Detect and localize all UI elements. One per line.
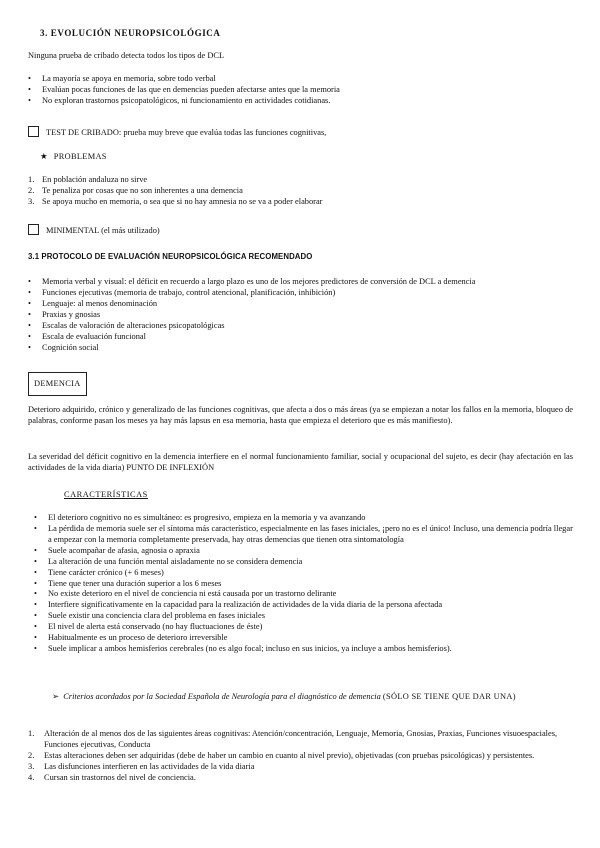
bullet-icon [28,299,40,310]
list-item: • Suele existir una conciencia clara del problema en fases iniciales [34,611,573,622]
bullet-icon [34,579,46,590]
list-item: • Habitualmente es un proceso de deterioro irreversible [34,633,573,644]
list-item: • Praxias y gnosias [28,310,573,321]
arrow-icon: ➢ [52,692,60,701]
demencia-paragraph-2: La severidad del déficit cognitivo en la demencia interfiere en el normal funcionamiento familiar, social y ocupacional del sujeto, es decir (hay afectación en las actividades de la vida diaria) PUNTO DE INFLEXIÓN [28,452,573,472]
problemas-heading [40,152,107,163]
list-item: • No exploran trastornos psicopatológicos, ni funcionamiento en actividades cotidianas. [28,96,573,107]
section-3-intro: Ninguna prueba de cribado detecta todos los tipos de DCL [28,51,225,60]
list-item: • Cognición social [28,343,573,354]
list-item: • Evalúan pocas funciones de las que en demencias pueden afectarse antes que la memoria [28,85,573,96]
bullet-icon [34,524,46,535]
bullet-icon [28,74,40,85]
checkbox-icon [28,224,39,235]
list-item: 2. Estas alteraciones deben ser adquiridas (debe de haber un cambio en cuanto al nivel previo), objetivadas (con pruebas psicológicas) y persistentes. [28,750,535,760]
list-item: • No existe deterioro en el nivel de conciencia ni está causada por un trastorno delirante [34,589,573,600]
bullet-icon [28,343,40,354]
list-item: 1. En población andaluza no sirve [28,175,148,184]
list-item: • El nivel de alerta está conservado (no hay fluctuaciones de éste) [34,622,573,633]
bullet-icon [28,332,40,343]
minimental-item [28,224,160,237]
section-31-bullets [28,277,573,353]
bullet-icon [34,633,46,644]
list-item: 2. Te penaliza por cosas que no son inherentes a una demencia [28,185,243,195]
bullet-icon [34,557,46,568]
list-item: • Funciones ejecutivas (memoria de trabajo, control atencional, planificación, inhibición) [28,288,573,299]
list-item: • El deterioro cognitivo no es simultáneo: es progresivo, empieza en la memoria y va avanzando [34,513,573,524]
test-cribado-label: TEST DE CRIBADO: prueba muy breve que evalúa todas las funciones cognitivas, [46,128,327,137]
caracteristicas-title: CARACTERÍSTICAS [64,490,148,499]
demencia-box: DEMENCIA [28,372,87,396]
list-item: • Escala de evaluación funcional [28,332,573,343]
caracteristicas-list [34,513,573,655]
criterios-list [28,729,573,784]
bullet-icon [34,611,46,622]
bullet-icon [34,600,46,611]
list-item: • Tiene que tener una duración superior a los 6 meses [34,579,573,590]
list-item: • La mayoría se apoya en memoria, sobre todo verbal [28,74,573,85]
star-icon: ★ [40,152,48,161]
list-item: 4. Cursan sin trastornos del nivel de conciencia. [28,772,196,782]
bullet-icon [28,288,40,299]
section-3-title: 3. EVOLUCIÓN NEUROPSICOLÓGICA [40,28,221,38]
list-item: • Suele acompañar de afasia, agnosia o apraxia [34,546,573,557]
minimental-label: MINIMENTAL (el más utilizado) [46,226,160,235]
bullet-icon [34,546,46,557]
bullet-icon [28,96,40,107]
list-item: • Memoria verbal y visual: el déficit en recuerdo a largo plazo es uno de los mejores predictores de conversión de DCL a demencia [28,277,573,288]
list-item: • La pérdida de memoria suele ser el síntoma más característico, especialmente en las fases iniciales, ¡pero no es el único! Incluso, una demencia podría llegar a empezar con la memoria completamente preservada, hay otras demencias que tienen otra sintomatología [34,524,573,546]
list-item: • Lenguaje: al menos denominación [28,299,573,310]
section-31-title: 3.1 PROTOCOLO DE EVALUACIÓN NEUROPSICOLÓGICA RECOMENDADO [28,252,313,261]
bullet-icon [28,277,40,288]
section-3-bullets [28,74,573,107]
list-item: 3. Se apoya mucho en memoria, o sea que si no hay amnesia no se va a poder elaborar [28,196,323,206]
demencia-paragraph-1: Deterioro adquirido, crónico y generalizado de las funciones cognitivas, que afecta a dos o más áreas (ya se empiezan a notar los fallos en la memoria, bloqueo de palabras, conforme pasan los meses ya hay más lapsus en esa memoria, hasta que empieza el deterioro que es más manifiesto). [28,405,573,425]
list-item: • Escalas de valoración de alteraciones psicopatológicas [28,321,573,332]
problemas-title: PROBLEMAS [53,152,107,161]
checkbox-icon [28,126,39,137]
problemas-list [28,175,573,208]
bullet-icon [34,644,46,655]
bullet-icon [28,85,40,96]
bullet-icon [28,321,40,332]
bullet-icon [34,622,46,633]
list-item: 3. Las disfunciones interfieren en las actividades de la vida diaria [28,761,255,771]
bullet-icon [34,513,46,524]
bullet-icon [34,589,46,600]
list-item: • Tiene carácter crónico (+ 6 meses) [34,568,573,579]
bullet-icon [34,568,46,579]
criterios-heading [52,692,572,703]
list-item: 1. Alteración de al menos dos de las siguientes áreas cognitivas: Atención/concentración, Lenguaje, Memoria, Gnosias, Praxias, Funciones visuoespaciales, Funciones ejecutivas, Conducta [28,729,558,749]
criterios-italic: Criterios acordados por la Sociedad Española de Neurología para el diagnóstico de demencia [63,692,381,701]
criterios-upper: (SÓLO SE TIENE QUE DAR UNA) [382,692,516,701]
list-item: • Interfiere significativamente en la capacidad para la realización de actividades de la vida diaria de la persona afectada [34,600,573,611]
test-cribado-item [28,126,326,139]
bullet-icon [28,310,40,321]
list-item: • Suele implicar a ambos hemisferios cerebrales (no es algo focal; incluso en sus inicios, ya incluye a ambos hemisferios). [34,644,573,655]
list-item: • La alteración de una función mental aisladamente no se considera demencia [34,557,573,568]
